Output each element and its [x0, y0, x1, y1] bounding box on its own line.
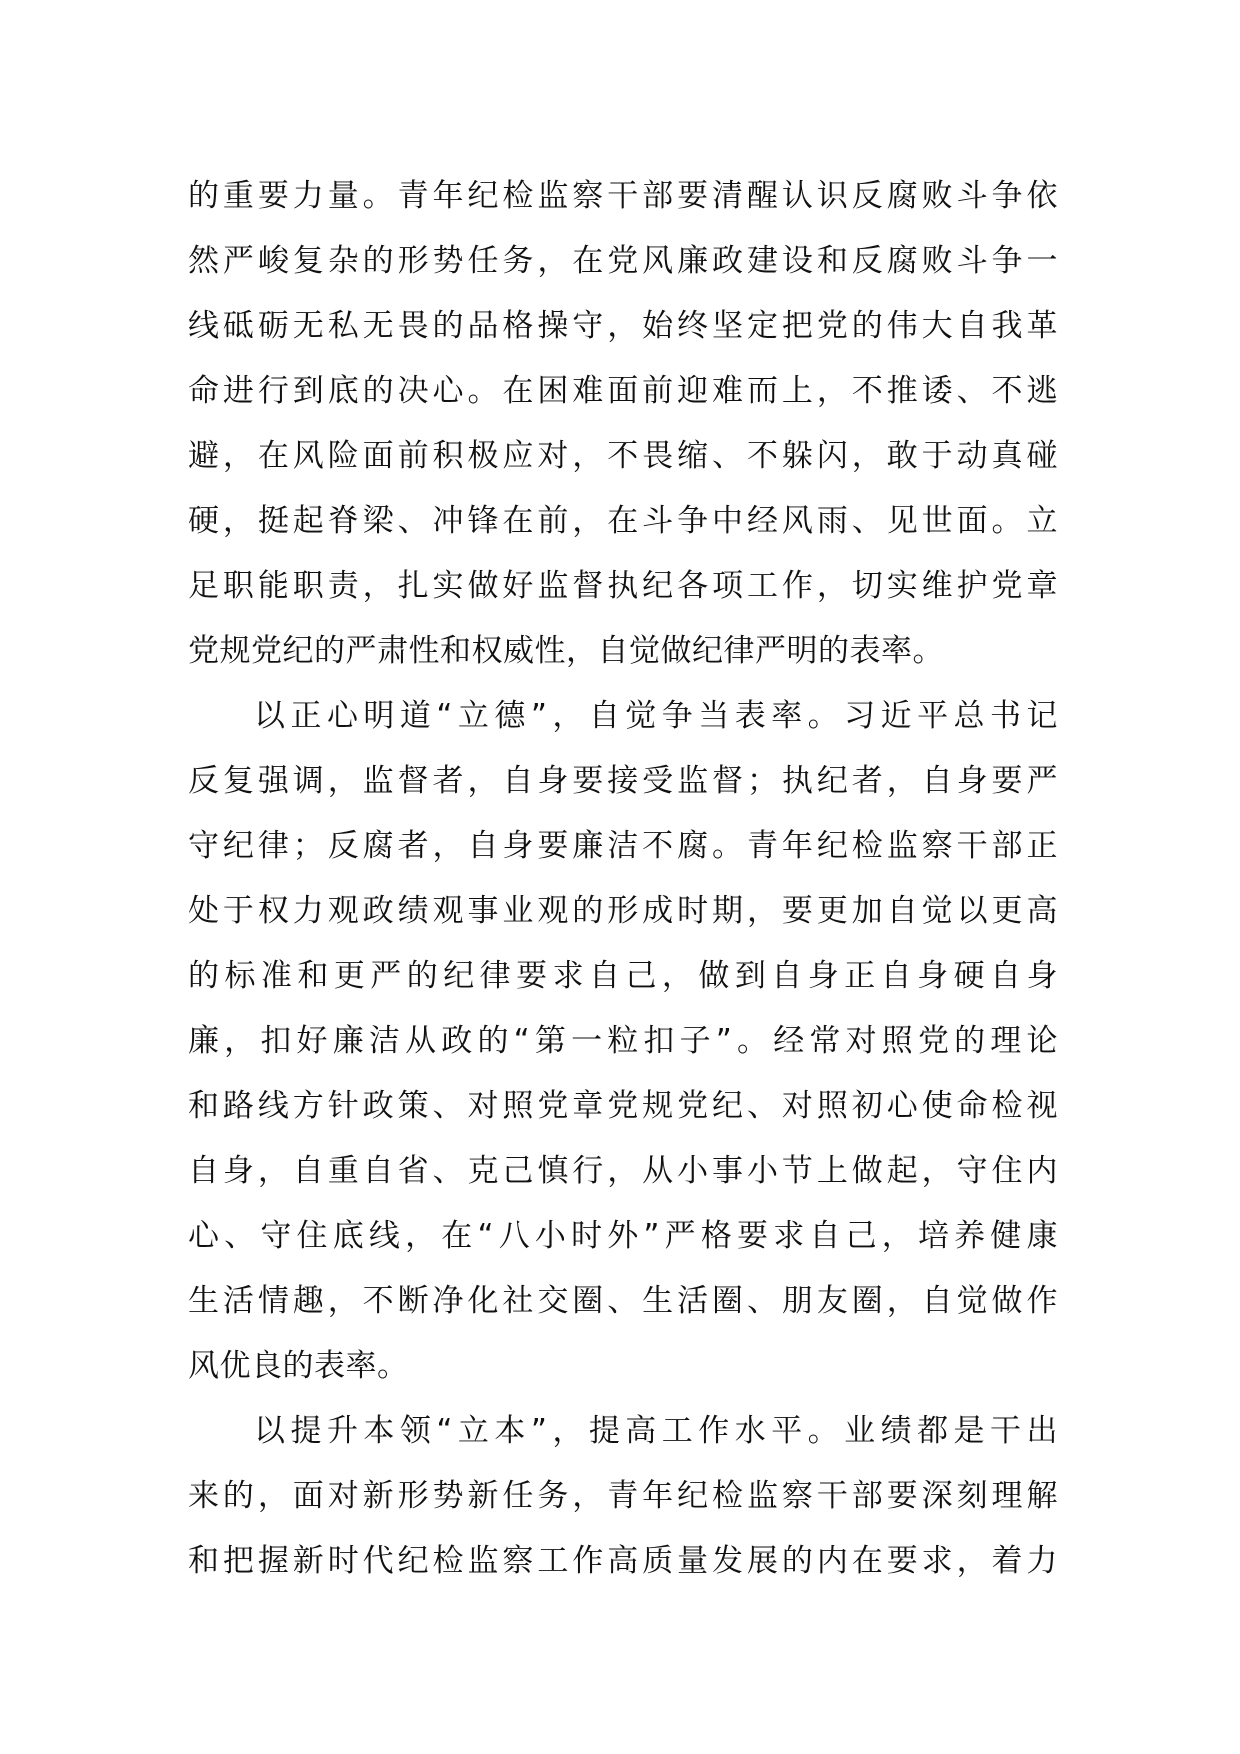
- text-line: 然严峻复杂的形势任务，在党风廉政建设和反腐败斗争一: [188, 243, 1058, 279]
- text-line: 硬，挺起脊梁、冲锋在前，在斗争中经风雨、见世面。立: [188, 503, 1058, 539]
- text-line: 党规党纪的严肃性和权威性，自觉做纪律严明的表率。: [188, 633, 944, 669]
- text-line: 生活情趣，不断净化社交圈、生活圈、朋友圈，自觉做作: [188, 1283, 1058, 1319]
- text-line: 的重要力量。青年纪检监察干部要清醒认识反腐败斗争依: [188, 178, 1058, 214]
- text-line: 守纪律；反腐者，自身要廉洁不腐。青年纪检监察干部正: [188, 828, 1058, 864]
- text-line: 处于权力观政绩观事业观的形成时期，要更加自觉以更高: [188, 893, 1058, 929]
- text-line: 廉，扣好廉洁从政的“第一粒扣子”。经常对照党的理论: [188, 1023, 1058, 1059]
- body-text: [188, 164, 1058, 1594]
- text-line: 来的，面对新形势新任务，青年纪检监察干部要深刻理解: [188, 1478, 1058, 1514]
- text-line: 自身，自重自省、克己慎行，从小事小节上做起，守住内: [188, 1153, 1058, 1189]
- text-line: 命进行到底的决心。在困难面前迎难而上，不推诿、不逃: [188, 373, 1058, 409]
- text-line: 线砥砺无私无畏的品格操守，始终坚定把党的伟大自我革: [188, 308, 1058, 344]
- text-line: 心、守住底线，在“八小时外”严格要求自己，培养健康: [188, 1218, 1058, 1254]
- paragraph-start-line: 以正心明道“立德”，自觉争当表率。习近平总书记: [254, 698, 1058, 734]
- text-line: 足职能职责，扎实做好监督执纪各项工作，切实维护党章: [188, 568, 1058, 604]
- text-line: 反复强调，监督者，自身要接受监督；执纪者，自身要严: [188, 763, 1058, 799]
- paragraph-start-line: 以提升本领“立本”，提高工作水平。业绩都是干出: [254, 1413, 1058, 1449]
- text-line: 和路线方针政策、对照党章党规党纪、对照初心使命检视: [188, 1088, 1058, 1124]
- text-line: 风优良的表率。: [188, 1348, 409, 1384]
- text-line: 避，在风险面前积极应对，不畏缩、不躲闪，敢于动真碰: [188, 438, 1058, 474]
- text-line: 的标准和更严的纪律要求自己，做到自身正自身硬自身: [188, 958, 1058, 994]
- text-line: 和把握新时代纪检监察工作高质量发展的内在要求，着力: [188, 1543, 1058, 1579]
